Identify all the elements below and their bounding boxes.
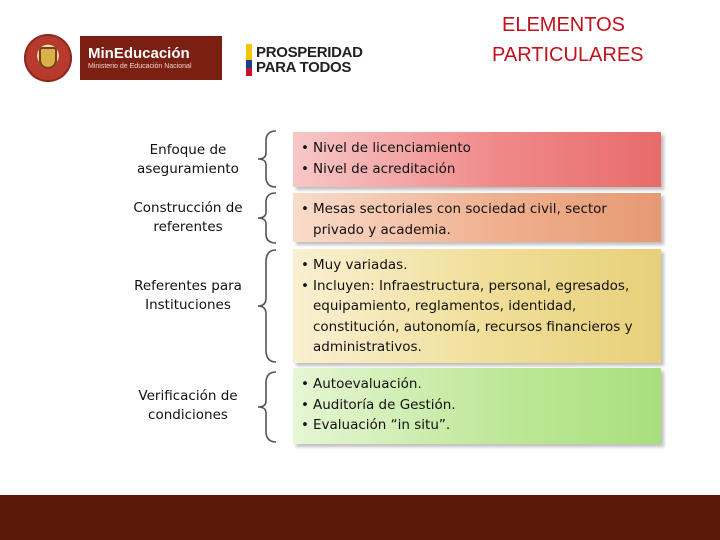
box-enfoque xyxy=(293,132,661,187)
prosperidad-line1: PROSPERIDAD xyxy=(256,44,363,61)
list-item: • Autoevaluación. xyxy=(301,374,651,395)
brace-icon xyxy=(254,370,280,444)
brace-icon xyxy=(254,191,280,245)
list-item: • Nivel de licenciamiento xyxy=(301,138,651,159)
slide-title-line1: ELEMENTOS xyxy=(502,14,625,36)
list-item: • Muy variadas. xyxy=(301,255,651,276)
brace-icon xyxy=(254,129,280,189)
footer-bar xyxy=(0,495,720,540)
row-label-construccion: Construcción de referentes xyxy=(133,200,243,235)
list-item: • Mesas sectoriales con sociedad civil, sector privado y academia. xyxy=(301,199,651,240)
mineducacion-logo xyxy=(24,34,228,82)
list-item: • Auditoría de Gestión. xyxy=(301,395,651,416)
slide-title xyxy=(492,10,692,70)
list-item: • Incluyen: Infraestructura, personal, egresados, equipamiento, reglamentos, identidad, constitución, autonomía, recursos financieros y administrativos. xyxy=(301,276,651,358)
colombia-flag-icon xyxy=(246,44,252,76)
box-verificacion xyxy=(293,368,661,444)
box-referentes xyxy=(293,249,661,363)
mineducacion-name: MinEducación xyxy=(88,44,190,62)
mineducacion-brand-box xyxy=(80,36,222,80)
mineducacion-subtitle: Ministerio de Educación Nacional xyxy=(88,62,192,70)
slide-title-line2: PARTICULARES xyxy=(492,44,644,66)
row-label-enfoque: Enfoque de aseguramiento xyxy=(137,142,239,177)
colombia-coat-of-arms-icon xyxy=(24,34,72,82)
list-item: • Evaluación “in situ”. xyxy=(301,415,651,436)
row-label-referentes: Referentes para Instituciones xyxy=(134,278,242,313)
box-construccion xyxy=(293,193,661,242)
prosperidad-logo xyxy=(246,44,363,76)
prosperidad-line2: PARA TODOS xyxy=(256,59,352,76)
list-item: • Nivel de acreditación xyxy=(301,159,651,180)
brace-icon xyxy=(254,248,280,364)
row-label-verificacion: Verificación de condiciones xyxy=(138,388,238,423)
